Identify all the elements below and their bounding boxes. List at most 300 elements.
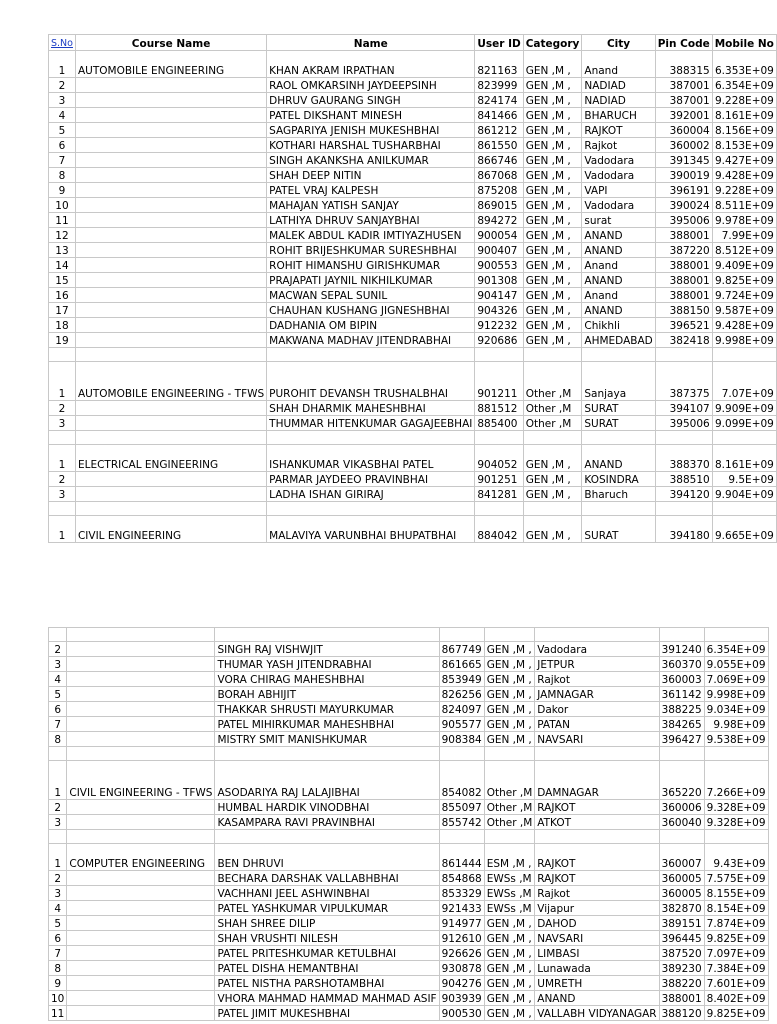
empty-cell [267, 348, 475, 362]
cell-userid: 875208 [475, 183, 523, 198]
cell-city: PATAN [535, 717, 659, 732]
cell-course [67, 800, 215, 815]
empty-cell [49, 747, 67, 761]
cell-city: Rajkot [535, 886, 659, 901]
cell-pincode: 395006 [655, 213, 712, 228]
cell-category: GEN ,M , [523, 318, 582, 333]
cell-category: GEN ,M , [523, 243, 582, 258]
cell-course [75, 258, 266, 273]
cell-sno: 19 [49, 333, 76, 348]
empty-cell [267, 502, 475, 516]
cell-sno: 2 [49, 642, 67, 657]
cell-sno: 6 [49, 702, 67, 717]
empty-cell [49, 431, 76, 445]
cell-course [67, 672, 215, 687]
cell-sno: 9 [49, 976, 67, 991]
table-row [49, 761, 769, 800]
cell-city: Sanjaya [582, 362, 655, 401]
empty-cell [582, 431, 655, 445]
header-sno[interactable]: S.No [49, 35, 76, 51]
cell-sno: 1 [49, 761, 67, 800]
cell-name: CHAUHAN KUSHANG JIGNESHBHAI [267, 303, 475, 318]
cell-course [67, 702, 215, 717]
cell-name: KHAN AKRAM IRPATHAN [267, 51, 475, 78]
cell-city: SURAT [582, 516, 655, 543]
table-row [49, 472, 777, 487]
cell-course [75, 168, 266, 183]
cell-mobile: 8.153E+09 [712, 138, 776, 153]
cell-sno: 4 [49, 108, 76, 123]
cell-mobile: 9.724E+09 [712, 288, 776, 303]
table-row [49, 108, 777, 123]
cell-category: Other ,M [484, 800, 535, 815]
table-row [49, 961, 769, 976]
cell-mobile: 7.575E+09 [704, 871, 768, 886]
cell-name: PATEL VRAJ KALPESH [267, 183, 475, 198]
cell-mobile: 8.154E+09 [704, 901, 768, 916]
table-row [49, 815, 769, 830]
cell-pincode: 382418 [655, 333, 712, 348]
cell-course [75, 198, 266, 213]
cell-course [67, 1006, 215, 1021]
cell-userid: 854082 [439, 761, 484, 800]
cell-name: SHAH VRUSHTI NILESH [215, 931, 439, 946]
table-row [49, 51, 777, 78]
cell-mobile: 9.98E+09 [704, 717, 768, 732]
cell-userid: 855097 [439, 800, 484, 815]
cell-mobile: 9.43E+09 [704, 844, 768, 871]
cell-pincode: 394120 [655, 487, 712, 502]
cell-city: surat [582, 213, 655, 228]
cell-name: LADHA ISHAN GIRIRAJ [267, 487, 475, 502]
cell-pincode: 394107 [655, 401, 712, 416]
cell-mobile: 9.034E+09 [704, 702, 768, 717]
cell-name: PATEL PRITESHKUMAR KETULBHAI [215, 946, 439, 961]
cell-name: PATEL NISTHA PARSHOTAMBHAI [215, 976, 439, 991]
cell-category: GEN ,M , [523, 472, 582, 487]
cell-userid: 904147 [475, 288, 523, 303]
cell-name: ISHANKUMAR VIKASBHAI PATEL [267, 445, 475, 472]
cell-category: EWSs ,M [484, 901, 535, 916]
cell-userid: 841281 [475, 487, 523, 502]
cell-city: ANAND [582, 445, 655, 472]
table-row [49, 672, 769, 687]
cell-sno: 11 [49, 1006, 67, 1021]
cell-sno: 1 [49, 362, 76, 401]
cell-sno: 8 [49, 168, 76, 183]
cell-city: NADIAD [582, 93, 655, 108]
empty-cell [704, 830, 768, 844]
cell-pincode: 387520 [659, 946, 704, 961]
cell-category: GEN ,M , [484, 672, 535, 687]
table-row [49, 258, 777, 273]
spacer-row [49, 348, 777, 362]
cell-course [67, 642, 215, 657]
cell-city: Vadodara [582, 198, 655, 213]
cell-userid: 881512 [475, 401, 523, 416]
table-row [49, 717, 769, 732]
empty-cell [215, 830, 439, 844]
table-row [49, 1006, 769, 1021]
cell-city: Chikhli [582, 318, 655, 333]
cell-userid: 894272 [475, 213, 523, 228]
table-row [49, 78, 777, 93]
cell-userid: 904052 [475, 445, 523, 472]
cell-pincode: 388120 [659, 1006, 704, 1021]
table-row [49, 642, 769, 657]
cell-sno: 1 [49, 445, 76, 472]
cell-userid: 867068 [475, 168, 523, 183]
cell-course [75, 228, 266, 243]
cell-course [67, 815, 215, 830]
cell-pincode: 387001 [655, 93, 712, 108]
cell-pincode: 388150 [655, 303, 712, 318]
cell-mobile: 7.99E+09 [712, 228, 776, 243]
cell-name: LATHIYA DHRUV SANJAYBHAI [267, 213, 475, 228]
cell-sno: 2 [49, 472, 76, 487]
cell-name: VHORA MAHMAD HAMMAD MAHMAD ASIF [215, 991, 439, 1006]
cell-city: SURAT [582, 416, 655, 431]
cell-userid: 861665 [439, 657, 484, 672]
cell-category: GEN ,M , [523, 108, 582, 123]
cell-mobile: 9.825E+09 [712, 273, 776, 288]
cell-city: BHARUCH [582, 108, 655, 123]
cell-name: KOTHARI HARSHAL TUSHARBHAI [267, 138, 475, 153]
cell-category: GEN ,M , [523, 288, 582, 303]
cell-pincode: 360002 [655, 138, 712, 153]
table-row [49, 445, 777, 472]
empty-cell [475, 502, 523, 516]
cell-city: ANAND [535, 991, 659, 1006]
cell-city: AHMEDABAD [582, 333, 655, 348]
cell-pincode: 396191 [655, 183, 712, 198]
cell-name: BECHARA DARSHAK VALLABHBHAI [215, 871, 439, 886]
cell-category: GEN ,M , [523, 487, 582, 502]
cell-pincode: 390024 [655, 198, 712, 213]
cell-city: Rajkot [535, 672, 659, 687]
cell-mobile: 8.511E+09 [712, 198, 776, 213]
cell-sno: 10 [49, 991, 67, 1006]
cell-city: NAVSARI [535, 732, 659, 747]
cell-sno: 2 [49, 800, 67, 815]
cell-city: RAJKOT [535, 871, 659, 886]
cell-pincode: 396427 [659, 732, 704, 747]
cell-name: VORA CHIRAG MAHESHBHAI [215, 672, 439, 687]
table-row [49, 138, 777, 153]
cell-course [75, 333, 266, 348]
cell-name: SHAH DEEP NITIN [267, 168, 475, 183]
cell-course [75, 153, 266, 168]
empty-cell [712, 431, 776, 445]
cell-pincode: 395006 [655, 416, 712, 431]
cell-course [67, 687, 215, 702]
cell-userid: 821163 [475, 51, 523, 78]
table-row [49, 976, 769, 991]
cell-pincode: 388510 [655, 472, 712, 487]
cell-name: DADHANIA OM BIPIN [267, 318, 475, 333]
empty-cell [439, 747, 484, 761]
cell-userid: 914977 [439, 916, 484, 931]
header-category: Category [523, 35, 582, 51]
cell-city: SURAT [582, 401, 655, 416]
cell-userid: 861444 [439, 844, 484, 871]
cell-userid: 853949 [439, 672, 484, 687]
cell-category: GEN ,M , [523, 123, 582, 138]
cell-userid: 912610 [439, 931, 484, 946]
empty-cell [523, 348, 582, 362]
empty-cell [704, 628, 768, 642]
empty-cell [67, 747, 215, 761]
empty-cell [215, 747, 439, 761]
cell-userid: 901251 [475, 472, 523, 487]
cell-course [67, 976, 215, 991]
cell-pincode: 360370 [659, 657, 704, 672]
table-row [49, 183, 777, 198]
cell-userid: 885400 [475, 416, 523, 431]
spacer-row [49, 502, 777, 516]
empty-cell [67, 830, 215, 844]
cell-mobile: 9.998E+09 [712, 333, 776, 348]
table-row [49, 288, 777, 303]
cell-name: PATEL DIKSHANT MINESH [267, 108, 475, 123]
cell-mobile: 7.097E+09 [704, 946, 768, 961]
cell-sno: 1 [49, 516, 76, 543]
empty-cell [75, 348, 266, 362]
cell-userid: 904276 [439, 976, 484, 991]
cell-userid: 920686 [475, 333, 523, 348]
cell-city: NAVSARI [535, 931, 659, 946]
cell-category: GEN ,M , [523, 183, 582, 198]
cell-sno: 4 [49, 901, 67, 916]
cell-sno: 15 [49, 273, 76, 288]
cell-city: NADIAD [582, 78, 655, 93]
cell-userid: 900553 [475, 258, 523, 273]
empty-cell [439, 830, 484, 844]
cell-userid: 823999 [475, 78, 523, 93]
cell-category: ESM ,M , [484, 844, 535, 871]
cell-mobile: 9.998E+09 [704, 687, 768, 702]
header-mobile: Mobile No [712, 35, 776, 51]
cell-city: ANAND [582, 273, 655, 288]
cell-mobile: 8.155E+09 [704, 886, 768, 901]
cell-userid: 903939 [439, 991, 484, 1006]
cell-userid: 841466 [475, 108, 523, 123]
cell-sno: 12 [49, 228, 76, 243]
cell-pincode: 387001 [655, 78, 712, 93]
table-row [49, 123, 777, 138]
spacer-row [49, 830, 769, 844]
cell-city: RAJKOT [535, 844, 659, 871]
cell-pincode: 382870 [659, 901, 704, 916]
header-row [49, 35, 777, 51]
cell-mobile: 9.228E+09 [712, 183, 776, 198]
cell-course [75, 123, 266, 138]
cell-pincode: 396445 [659, 931, 704, 946]
cell-pincode: 388001 [655, 273, 712, 288]
cell-mobile: 8.161E+09 [712, 445, 776, 472]
empty-cell [655, 348, 712, 362]
cell-course [67, 657, 215, 672]
cell-name: BORAH ABHIJIT [215, 687, 439, 702]
cell-userid: 921433 [439, 901, 484, 916]
cell-city: ANAND [582, 228, 655, 243]
table-row [49, 487, 777, 502]
cell-course: AUTOMOBILE ENGINEERING [75, 51, 266, 78]
cell-userid: 900054 [475, 228, 523, 243]
cell-sno: 1 [49, 51, 76, 78]
cell-sno: 6 [49, 931, 67, 946]
cell-sno: 14 [49, 258, 76, 273]
cell-mobile: 9.099E+09 [712, 416, 776, 431]
cell-mobile: 7.874E+09 [704, 916, 768, 931]
cell-city: Vijapur [535, 901, 659, 916]
empty-cell [49, 348, 76, 362]
table-row [49, 732, 769, 747]
cell-sno: 3 [49, 487, 76, 502]
empty-cell [439, 628, 484, 642]
cell-name: PATEL JIMIT MUKESHBHAI [215, 1006, 439, 1021]
cell-category: GEN ,M , [523, 445, 582, 472]
cell-city: UMRETH [535, 976, 659, 991]
cell-city: RAJKOT [582, 123, 655, 138]
empty-cell [475, 348, 523, 362]
cell-category: GEN ,M , [523, 258, 582, 273]
cell-name: SINGH AKANKSHA ANILKUMAR [267, 153, 475, 168]
cell-mobile: 7.07E+09 [712, 362, 776, 401]
cell-sno: 8 [49, 961, 67, 976]
cell-name: ROHIT BRIJESHKUMAR SURESHBHAI [267, 243, 475, 258]
cell-course [75, 273, 266, 288]
cell-mobile: 6.354E+09 [712, 78, 776, 93]
cell-pincode: 388001 [655, 258, 712, 273]
cell-mobile: 9.228E+09 [712, 93, 776, 108]
cell-category: GEN ,M , [523, 51, 582, 78]
cell-name: THAKKAR SHRUSTI MAYURKUMAR [215, 702, 439, 717]
cell-city: KOSINDRA [582, 472, 655, 487]
spacer-row [49, 628, 769, 642]
table-row [49, 401, 777, 416]
cell-course [75, 472, 266, 487]
cell-pincode: 384265 [659, 717, 704, 732]
empty-cell [535, 830, 659, 844]
table-row [49, 153, 777, 168]
cell-city: DAHOD [535, 916, 659, 931]
cell-mobile: 9.427E+09 [712, 153, 776, 168]
cell-city: ANAND [582, 303, 655, 318]
cell-name: RAOL OMKARSINH JAYDEEPSINH [267, 78, 475, 93]
cell-pincode: 388225 [659, 702, 704, 717]
cell-userid: 853329 [439, 886, 484, 901]
empty-cell [523, 431, 582, 445]
cell-pincode: 360007 [659, 844, 704, 871]
cell-category: GEN ,M , [523, 516, 582, 543]
cell-city: Anand [582, 288, 655, 303]
cell-userid: 930878 [439, 961, 484, 976]
cell-course [75, 78, 266, 93]
cell-userid: 905577 [439, 717, 484, 732]
cell-sno: 18 [49, 318, 76, 333]
table-row [49, 362, 777, 401]
cell-userid: 901308 [475, 273, 523, 288]
cell-mobile: 9.328E+09 [704, 815, 768, 830]
cell-category: GEN ,M , [523, 93, 582, 108]
table-row [49, 168, 777, 183]
cell-category: GEN ,M , [484, 687, 535, 702]
cell-sno: 3 [49, 815, 67, 830]
cell-pincode: 388001 [659, 991, 704, 1006]
cell-userid: 904326 [475, 303, 523, 318]
cell-mobile: 9.428E+09 [712, 168, 776, 183]
cell-name: PUROHIT DEVANSH TRUSHALBHAI [267, 362, 475, 401]
cell-sno: 7 [49, 153, 76, 168]
cell-mobile: 8.161E+09 [712, 108, 776, 123]
cell-name: ROHIT HIMANSHU GIRISHKUMAR [267, 258, 475, 273]
cell-mobile: 9.055E+09 [704, 657, 768, 672]
cell-city: Lunawada [535, 961, 659, 976]
cell-course [67, 946, 215, 961]
table-row [49, 213, 777, 228]
cell-course [75, 108, 266, 123]
cell-name: ASODARIYA RAJ LALAJIBHAI [215, 761, 439, 800]
cell-city: DAMNAGAR [535, 761, 659, 800]
cell-userid: 901211 [475, 362, 523, 401]
empty-cell [655, 502, 712, 516]
empty-cell [535, 747, 659, 761]
table-row [49, 931, 769, 946]
cell-course: CIVIL ENGINEERING [75, 516, 266, 543]
cell-pincode: 387375 [655, 362, 712, 401]
cell-category: GEN ,M , [484, 991, 535, 1006]
cell-category: Other ,M [523, 401, 582, 416]
cell-name: MALEK ABDUL KADIR IMTIYAZHUSEN [267, 228, 475, 243]
cell-name: MALAVIYA VARUNBHAI BHUPATBHAI [267, 516, 475, 543]
table-row [49, 416, 777, 431]
cell-city: Vadodara [535, 642, 659, 657]
cell-userid: 854868 [439, 871, 484, 886]
cell-course: ELECTRICAL ENGINEERING [75, 445, 266, 472]
cell-mobile: 9.409E+09 [712, 258, 776, 273]
cell-sno: 11 [49, 213, 76, 228]
cell-course [75, 487, 266, 502]
cell-course [67, 901, 215, 916]
cell-city: Vadodara [582, 168, 655, 183]
cell-name: PATEL DISHA HEMANTBHAI [215, 961, 439, 976]
table-row [49, 946, 769, 961]
cell-pincode: 360005 [659, 886, 704, 901]
cell-category: GEN ,M , [484, 657, 535, 672]
table-row [49, 871, 769, 886]
header-name: Name [267, 35, 475, 51]
cell-category: GEN ,M , [523, 138, 582, 153]
cell-userid: 884042 [475, 516, 523, 543]
table-row [49, 198, 777, 213]
cell-mobile: 6.354E+09 [704, 642, 768, 657]
cell-name: THUMMAR HITENKUMAR GAGAJEEBHAI [267, 416, 475, 431]
cell-category: GEN ,M , [484, 931, 535, 946]
cell-city: Rajkot [582, 138, 655, 153]
cell-name: HUMBAL HARDIK VINODBHAI [215, 800, 439, 815]
cell-pincode: 387220 [655, 243, 712, 258]
cell-pincode: 360003 [659, 672, 704, 687]
empty-cell [582, 502, 655, 516]
cell-course [67, 916, 215, 931]
table-row [49, 886, 769, 901]
cell-sno: 7 [49, 946, 67, 961]
cell-sno: 3 [49, 657, 67, 672]
cell-sno: 4 [49, 672, 67, 687]
cell-pincode: 389230 [659, 961, 704, 976]
cell-sno: 13 [49, 243, 76, 258]
